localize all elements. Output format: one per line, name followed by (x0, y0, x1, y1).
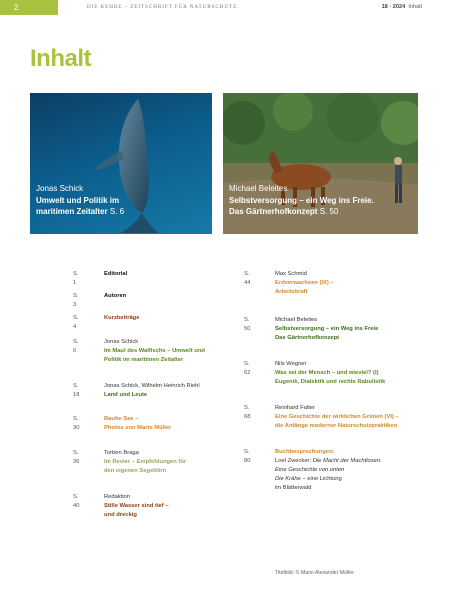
feature-page: S. 50 (319, 207, 339, 216)
toc-author: Jonas Schick, Wilhelm Heinrich Riehl (104, 383, 200, 389)
toc-title: Im Revier – Empfehlungen für (104, 459, 187, 465)
toc-title: Kurzbeiträge (104, 315, 140, 321)
book-line: Loel Zwecker: Die Macht der Machtlosen. (275, 458, 382, 464)
toc-author: Nils Wegner (275, 361, 307, 367)
toc-author: Max Schmid (275, 271, 307, 277)
toc-title: Eugenik, Dialektik und rechte Rabulistik (275, 379, 386, 385)
toc-author: Michael Beleites (275, 317, 318, 323)
feature-author: Jonas Schick (36, 184, 84, 193)
book-line: Die Krähe – eine Lichtung (275, 476, 342, 482)
toc-title: die Anfänge moderner Naturschutzpraktiken (275, 423, 398, 429)
feature-author: Michael Beleites (229, 184, 288, 193)
toc-title: Selbstversorgung – ein Weg ins Freie (275, 326, 379, 332)
book-line: im Blätterwald (275, 485, 312, 491)
toc-title: Land und Leute (104, 392, 148, 398)
toc-author: Redaktion (104, 494, 131, 500)
toc-title: Buchbesprechungen: (275, 449, 335, 455)
toc-title: Editorial (104, 271, 128, 277)
toc-author: Reinhard Falter (275, 405, 315, 411)
issue-info (382, 0, 422, 15)
toc-title: Im Maul des Walfischs – Umwelt und (104, 348, 205, 354)
toc-title: Rauhe See – (104, 416, 139, 422)
toc-title: Stille Wasser sind tief – (104, 503, 169, 509)
toc-title: und dreckig (104, 512, 137, 518)
page-title: Inhalt (30, 45, 91, 72)
toc-title: Das Gärtnerhofkonzept (275, 335, 340, 341)
running-title: DIE KEHRE – ZEITSCHRIFT FÜR NATURSCHUTZ (87, 4, 238, 10)
toc-title: Autoren (104, 293, 127, 299)
page-number: 2 (0, 0, 58, 15)
book-line: Eine Geschichte von unten (275, 467, 345, 473)
feature-horse[interactable] (223, 93, 418, 234)
toc-title: Erdverwachsen (IX) – (275, 280, 334, 286)
cover-credit: Titelbild: © Mario Alexander Müller (275, 570, 354, 576)
feature-page: S. 6 (109, 207, 125, 216)
feature-title: Umwelt und Politik im maritimen Zeitalter S. 6 (36, 196, 125, 216)
page-header (0, 0, 450, 15)
toc-title: Arbeitskraft (275, 289, 308, 295)
feature-whale[interactable] (30, 93, 212, 234)
section-name: Inhalt (408, 4, 422, 10)
toc-title: Photos von Mario Müller (104, 425, 172, 431)
toc-title: Eine Geschichte der wirklichen Grünen (VI) – (275, 414, 399, 420)
issue-number: 18 · 2024 (381, 4, 406, 10)
toc-title: Was sei der Mensch – und wieviel? (I) (275, 370, 379, 376)
toc-title: Politik im maritimen Zeitalter (104, 357, 184, 363)
toc-title: den eigenen Segeltörn (104, 468, 167, 474)
toc-author: Torben Braga (104, 450, 139, 456)
feature-title: Selbstversorgung – ein Weg ins Freie. Das Gärtnerhofkonzept S. 50 (229, 196, 374, 216)
toc-author: Jonas Schick (104, 339, 139, 345)
